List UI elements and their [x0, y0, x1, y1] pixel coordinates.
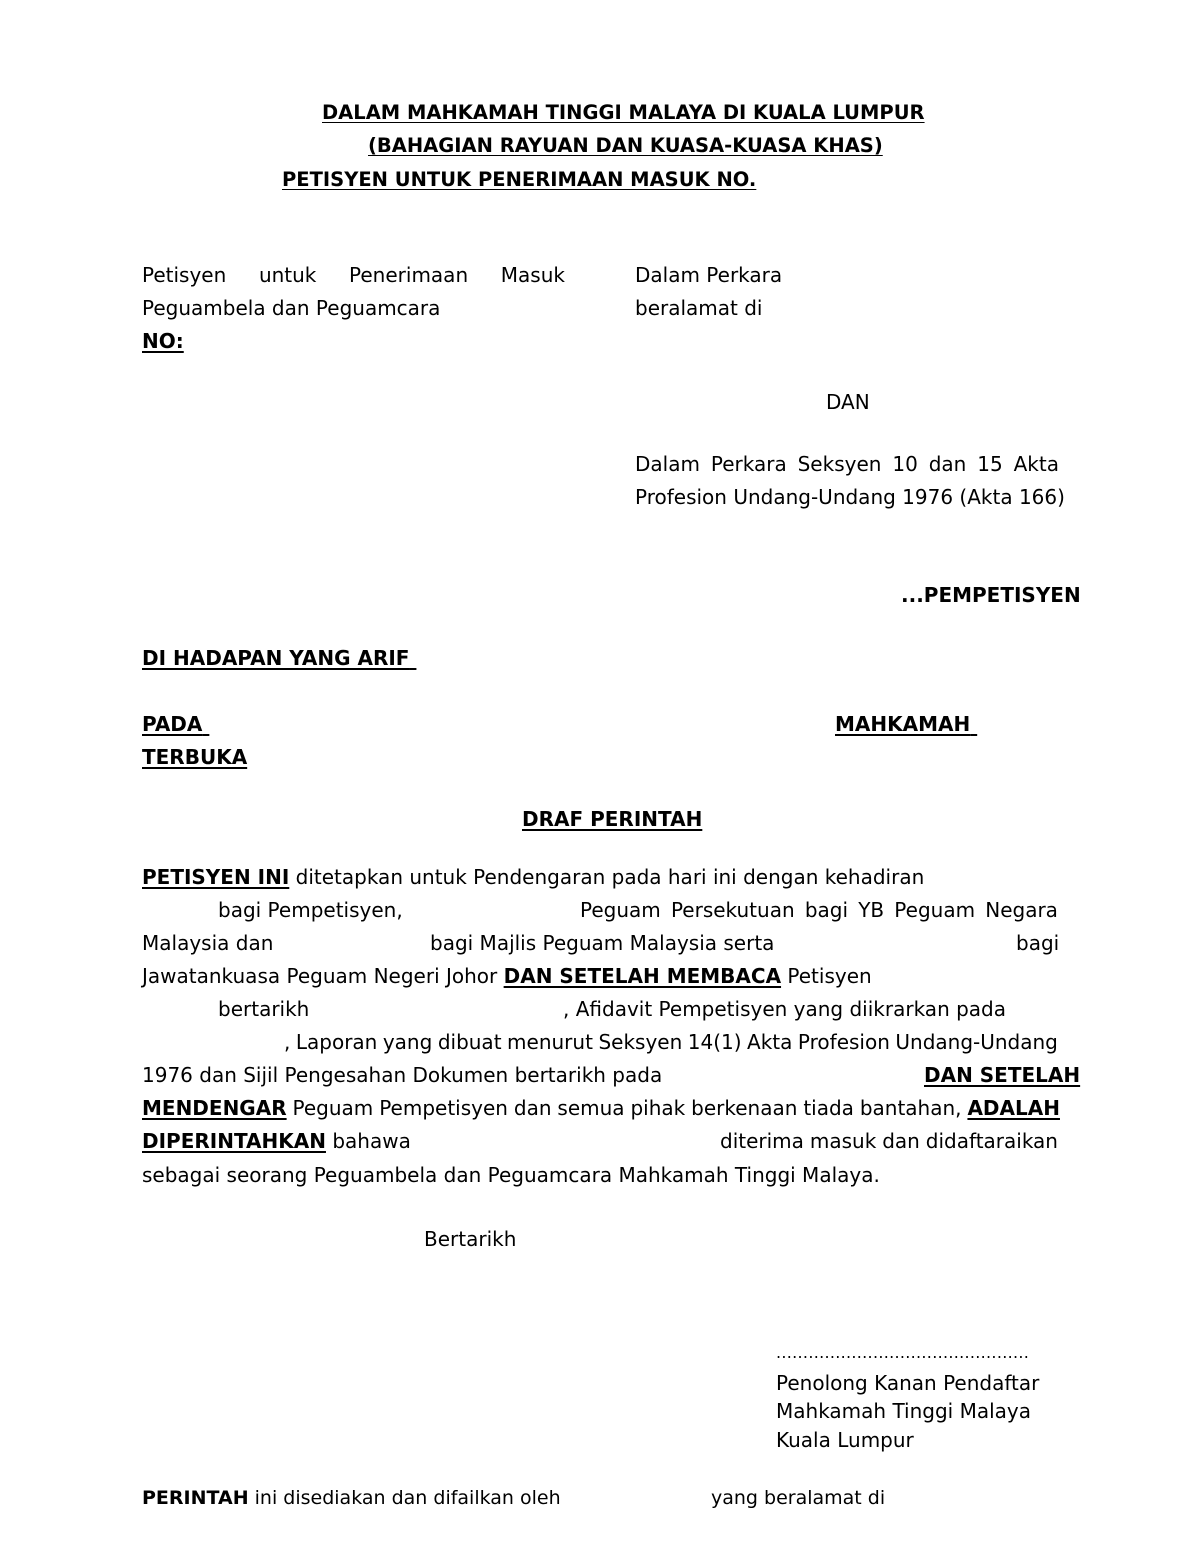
word: Petisyen: [142, 263, 227, 287]
footer-right: yang beralamat di: [711, 1487, 886, 1509]
dan-setelah-membaca-bold: DAN SETELAH MEMBACA: [503, 964, 782, 988]
word: YB: [858, 898, 885, 922]
terbuka-label: TERBUKA: [142, 745, 248, 769]
seksyen-line1: [635, 454, 1059, 474]
word: Undang-Undang: [895, 1030, 1058, 1054]
word: Pempetisyen: [379, 1096, 508, 1120]
pada-label: [142, 714, 209, 734]
bahawa-text: bahawa: [332, 1129, 411, 1153]
body-line-4-end: Petisyen: [787, 964, 872, 988]
signature-line2: Mahkamah Tinggi Malaya: [776, 1399, 1031, 1423]
right-block-line1: Dalam Perkara: [635, 263, 783, 287]
footer-left: [142, 1489, 561, 1508]
word: diterima: [720, 1129, 804, 1153]
word: tiada: [803, 1096, 854, 1120]
petition-number-title: [282, 170, 962, 190]
word: 15: [977, 452, 1003, 476]
word: ,: [284, 1030, 291, 1054]
word: Seksyen: [598, 1030, 683, 1054]
court-title: DALAM MAHKAMAH TINGGI MALAYA DI KUALA LUMPUR: [322, 101, 925, 124]
body-line-4: [142, 966, 872, 986]
word: Penerimaan: [349, 263, 469, 287]
body-line-5b: , Afidavit Pempetisyen yang diikrarkan pada: [563, 997, 1006, 1021]
pada-text: PADA: [142, 712, 203, 736]
word: 10: [892, 452, 918, 476]
mahkamah-text: MAHKAMAH: [835, 712, 971, 736]
word: menurut: [507, 1030, 593, 1054]
word: dan: [928, 452, 967, 476]
footer-text: ini disediakan dan difailkan oleh: [248, 1487, 561, 1509]
mahkamah-label: [835, 714, 977, 734]
word: bantahan,: [859, 1096, 962, 1120]
signature-line1: Penolong Kanan Pendaftar: [776, 1371, 1040, 1395]
word: Peguam: [894, 898, 976, 922]
division-title: (BAHAGIAN RAYUAN DAN KUASA-KUASA KHAS): [368, 134, 883, 157]
signature-dots: ...............................................: [776, 1343, 1030, 1362]
di-hadapan-text: DI HADAPAN YANG ARIF: [142, 646, 410, 670]
body-line-2a: bagi Pempetisyen,: [218, 898, 403, 922]
word: 14(1): [687, 1030, 742, 1054]
body-line-9b: [720, 1131, 1058, 1151]
right-block-line2: beralamat di: [635, 296, 763, 320]
signature-line3: Kuala Lumpur: [776, 1428, 914, 1452]
body-line-3c: bagi: [1016, 931, 1060, 955]
mendengar-bold: MENDENGAR: [142, 1096, 287, 1120]
word: Akta: [1013, 452, 1059, 476]
petition-no-label: NO:: [142, 329, 184, 353]
word: Akta: [747, 1030, 793, 1054]
body-line-3a: Malaysia dan: [142, 931, 274, 955]
body-line-6: [284, 1032, 1058, 1052]
body-line-1-text: ditetapkan untuk Pendengaran pada hari ini dengan kehadiran: [289, 865, 925, 889]
word: semua: [557, 1096, 625, 1120]
body-line-4-text: Jawatankuasa Peguam Negeri Johor: [142, 964, 498, 988]
word: dibuat: [437, 1030, 502, 1054]
word: pihak: [630, 1096, 686, 1120]
pempetisyen-label: ...PEMPETISYEN: [901, 583, 1081, 607]
word: Peguam: [580, 898, 661, 922]
word: berkenaan: [691, 1096, 798, 1120]
word: untuk: [258, 263, 317, 287]
draf-perintah-title: DRAF PERINTAH: [522, 807, 703, 831]
word: masuk: [809, 1129, 877, 1153]
perintah-bold: PERINTAH: [142, 1487, 249, 1509]
word: dan: [882, 1129, 920, 1153]
word: didaftaraikan: [925, 1129, 1058, 1153]
diperintahkan-bold: DIPERINTAHKAN: [142, 1129, 326, 1153]
dan-label: DAN: [826, 390, 870, 414]
left-block-line2: Peguambela dan Peguamcara: [142, 296, 441, 320]
dan-setelah-bold: DAN SETELAH: [924, 1063, 1081, 1087]
word: Peguam: [292, 1096, 374, 1120]
body-line-2b: [580, 900, 1058, 920]
body-line-10: sebagai seorang Peguambela dan Peguamcara Mahkamah Tinggi Malaya.: [142, 1163, 880, 1187]
body-line-5a: bertarikh: [218, 997, 310, 1021]
word: Negara: [985, 898, 1058, 922]
petition-number-label: PETISYEN UNTUK PENERIMAAN MASUK NO.: [282, 168, 757, 191]
adalah-bold: ADALAH: [967, 1096, 1060, 1120]
word: Perkara: [710, 452, 787, 476]
body-line-9a: [142, 1131, 411, 1151]
body-line-8: [142, 1098, 1060, 1118]
body-line-1: [142, 867, 924, 887]
petisyen-ini-bold: PETISYEN INI: [142, 865, 290, 889]
word: Seksyen: [797, 452, 882, 476]
word: Masuk: [500, 263, 565, 287]
body-line-7a: 1976 dan Sijil Pengesahan Dokumen bertarikh pada: [142, 1063, 663, 1087]
left-block-line1: [142, 265, 565, 285]
seksyen-line2: Profesion Undang-Undang 1976 (Akta 166): [635, 485, 1065, 509]
body-line-3b: bagi Majlis Peguam Malaysia serta: [430, 931, 775, 955]
di-hadapan-heading: [142, 648, 416, 668]
word: Profesion: [797, 1030, 890, 1054]
word: Laporan: [295, 1030, 378, 1054]
word: yang: [382, 1030, 433, 1054]
word: Persekutuan: [670, 898, 795, 922]
word: bagi: [804, 898, 849, 922]
word: Dalam: [635, 452, 700, 476]
word: dan: [513, 1096, 552, 1120]
bertarikh-label: Bertarikh: [424, 1227, 517, 1251]
